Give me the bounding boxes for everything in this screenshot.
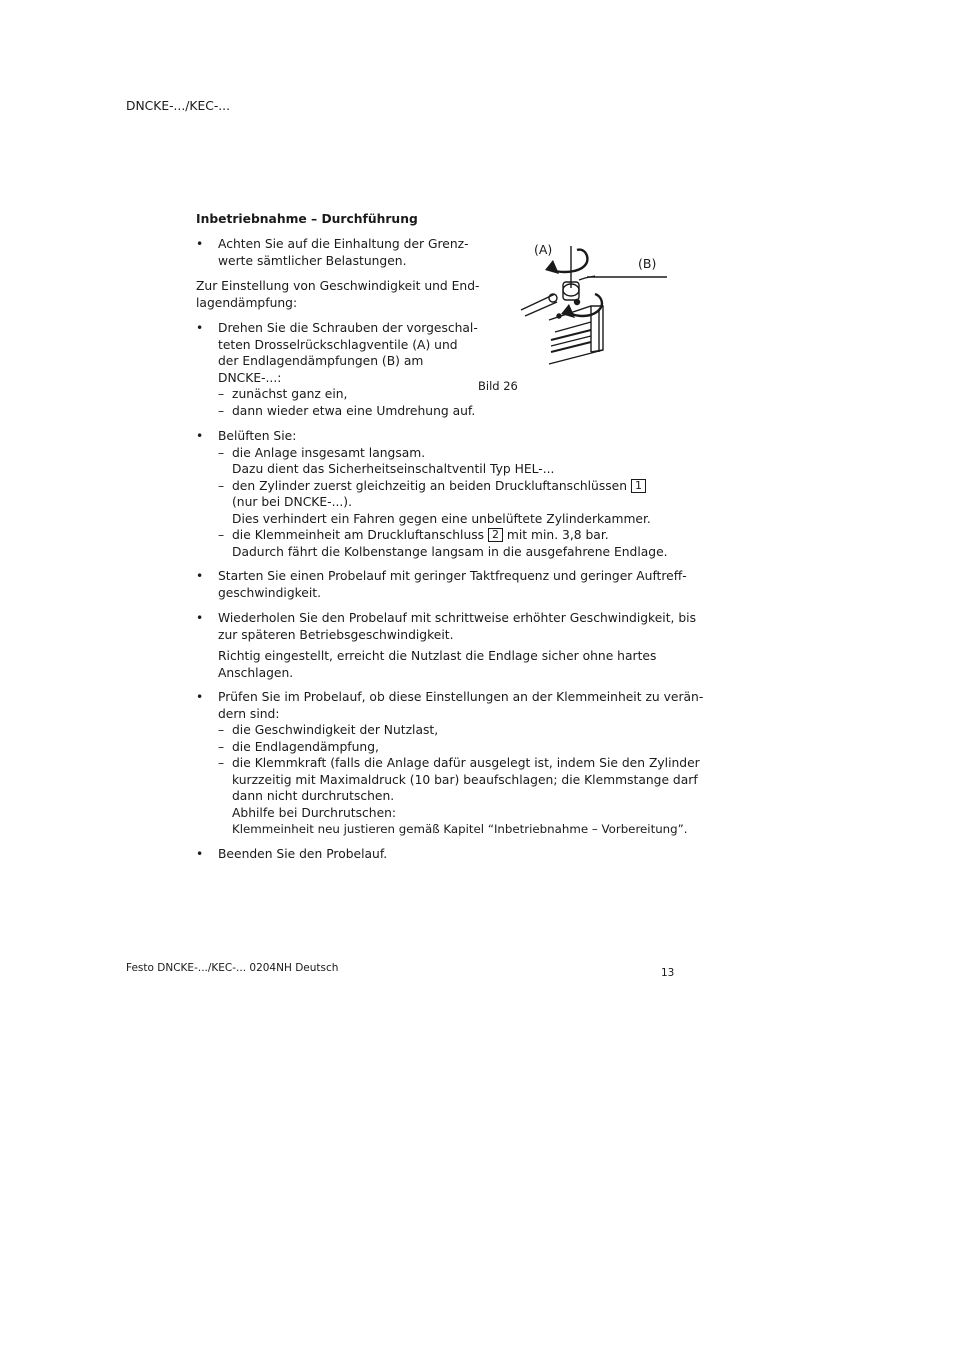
dash-glyph: – (218, 387, 225, 401)
bullet-text: Achten Sie auf die Einhaltung der Grenz- (218, 237, 469, 251)
sub-item-continuation (218, 461, 668, 478)
sub-item-text: den Zylinder zuerst gleichzeitig an beiden Druckluftanschlüssen (232, 478, 628, 493)
sub-item-continuation (218, 805, 703, 822)
paragraph-line: Zur Einstellung von Geschwindigkeit und End- (196, 279, 480, 293)
figure-label-a: (A) (534, 242, 553, 257)
bullet-text: Belüften Sie: (218, 429, 297, 443)
sub-item (218, 478, 668, 495)
dash-glyph: – (218, 478, 225, 493)
sub-item-text: mit min. 3,8 bar. (506, 528, 609, 542)
bullet-text: Drehen Sie die Schrauben der vorgeschal- (218, 321, 478, 335)
sub-item (218, 445, 668, 462)
sub-item (218, 722, 703, 739)
sub-item-text: zunächst ganz ein, (232, 387, 348, 401)
bullet-text: Starten Sie einen Probelauf mit geringer Taktfrequenz und geringer Auftreff- (218, 569, 687, 583)
bullet-text: geschwindigkeit. (218, 585, 322, 600)
sub-item-text: (nur bei DNCKE-...). (232, 495, 353, 509)
dash-glyph: – (218, 723, 225, 737)
bullet-text: Beenden Sie den Probelauf. (218, 847, 388, 861)
sub-item-text: dann wieder etwa eine Umdrehung auf. (232, 403, 476, 418)
bullet-text: werte sämtlicher Belastungen. (218, 253, 407, 268)
port-reference-box: 1 (631, 479, 646, 493)
sub-item-text: die Klemmkraft (falls die Anlage dafür ausgelegt ist, indem Sie den Zylinder (232, 756, 700, 770)
bullet-text: der Endlagendämpfungen (B) am (218, 354, 424, 368)
sub-item-continuation (218, 788, 703, 805)
paragraph-line: lagendämpfung: (196, 295, 298, 310)
bullet-text: Wiederholen Sie den Probelauf mit schrittweise erhöhter Geschwindigkeit, bis (218, 611, 696, 625)
document-header: DNCKE-.../KEC-... (126, 99, 230, 113)
page-footer: Festo DNCKE-.../KEC-... 0204NH Deutsch (126, 962, 339, 974)
dash-glyph: – (218, 756, 225, 770)
bullet-text: Prüfen Sie im Probelauf, ob diese Einstellungen an der Klemmeinheit zu verän- (218, 690, 704, 704)
sub-item (218, 755, 703, 772)
bullet-text: teten Drosselrückschlagventile (A) und (218, 337, 458, 352)
bullet-text: zur späteren Betriebsgeschwindigkeit. (218, 627, 454, 642)
sub-item-continuation (218, 511, 668, 528)
port-reference-box: 2 (488, 528, 503, 542)
sub-item-text: die Klemmeinheit am Druckluftanschluss (232, 528, 485, 542)
bullet-glyph: • (196, 690, 204, 704)
bullet-text: DNCKE-...: (218, 370, 282, 385)
bullet-glyph: • (196, 611, 204, 625)
sub-item-continuation (218, 544, 668, 561)
section-heading: Inbetriebnahme – Durchführung (196, 212, 418, 226)
sub-item-text: die Endlagendämpfung, (232, 739, 379, 754)
bullet-text: dern sind: (218, 706, 280, 721)
dash-glyph: – (218, 739, 225, 754)
dash-glyph: – (218, 528, 225, 542)
sub-item-continuation (218, 821, 703, 838)
bullet-glyph: • (196, 237, 204, 251)
note-text: Richtig eingestellt, erreicht die Nutzlast die Endlage sicher ohne hartes (218, 649, 657, 663)
page-number: 13 (661, 967, 675, 979)
sub-item (218, 739, 703, 756)
note-text: Anschlagen. (218, 665, 294, 680)
dash-glyph: – (218, 403, 225, 418)
sub-item (218, 527, 668, 544)
paragraph (196, 278, 479, 311)
sub-item (218, 403, 478, 420)
sub-item-text: die Geschwindigkeit der Nutzlast, (232, 723, 439, 737)
figure-caption: Bild 26 (478, 379, 518, 393)
sub-item-text: Klemmeinheit neu justieren gemäß Kapitel “Inbetriebnahme – Vorbereitung”. (232, 822, 688, 836)
sub-item-text: Abhilfe bei Durchrutschen: (232, 805, 397, 820)
sub-item-text: dann nicht durchrutschen. (232, 789, 395, 803)
sub-item-text: die Anlage insgesamt langsam. (232, 445, 426, 460)
bullet-glyph: • (196, 847, 204, 861)
sub-item-text: kurzzeitig mit Maximaldruck (10 bar) beaufschlagen; die Klemmstange darf (232, 772, 698, 787)
sub-item-continuation (218, 772, 703, 789)
bullet-glyph: • (196, 321, 204, 335)
sub-item (218, 386, 478, 403)
sub-item-text: Dadurch fährt die Kolbenstange langsam in die ausgefahrene Endlage. (232, 544, 668, 559)
sub-item-text: Dazu dient das Sicherheitseinschaltventil Typ HEL-... (232, 462, 555, 476)
sub-item-continuation (218, 494, 668, 511)
sub-item-text: Dies verhindert ein Fahren gegen eine unbelüftete Zylinderkammer. (232, 511, 651, 526)
bullet-glyph: • (196, 429, 204, 443)
dash-glyph: – (218, 445, 225, 460)
figure-valve-adjustment (515, 240, 675, 370)
figure-label-b: (B) (638, 256, 657, 271)
bullet-glyph: • (196, 569, 204, 583)
